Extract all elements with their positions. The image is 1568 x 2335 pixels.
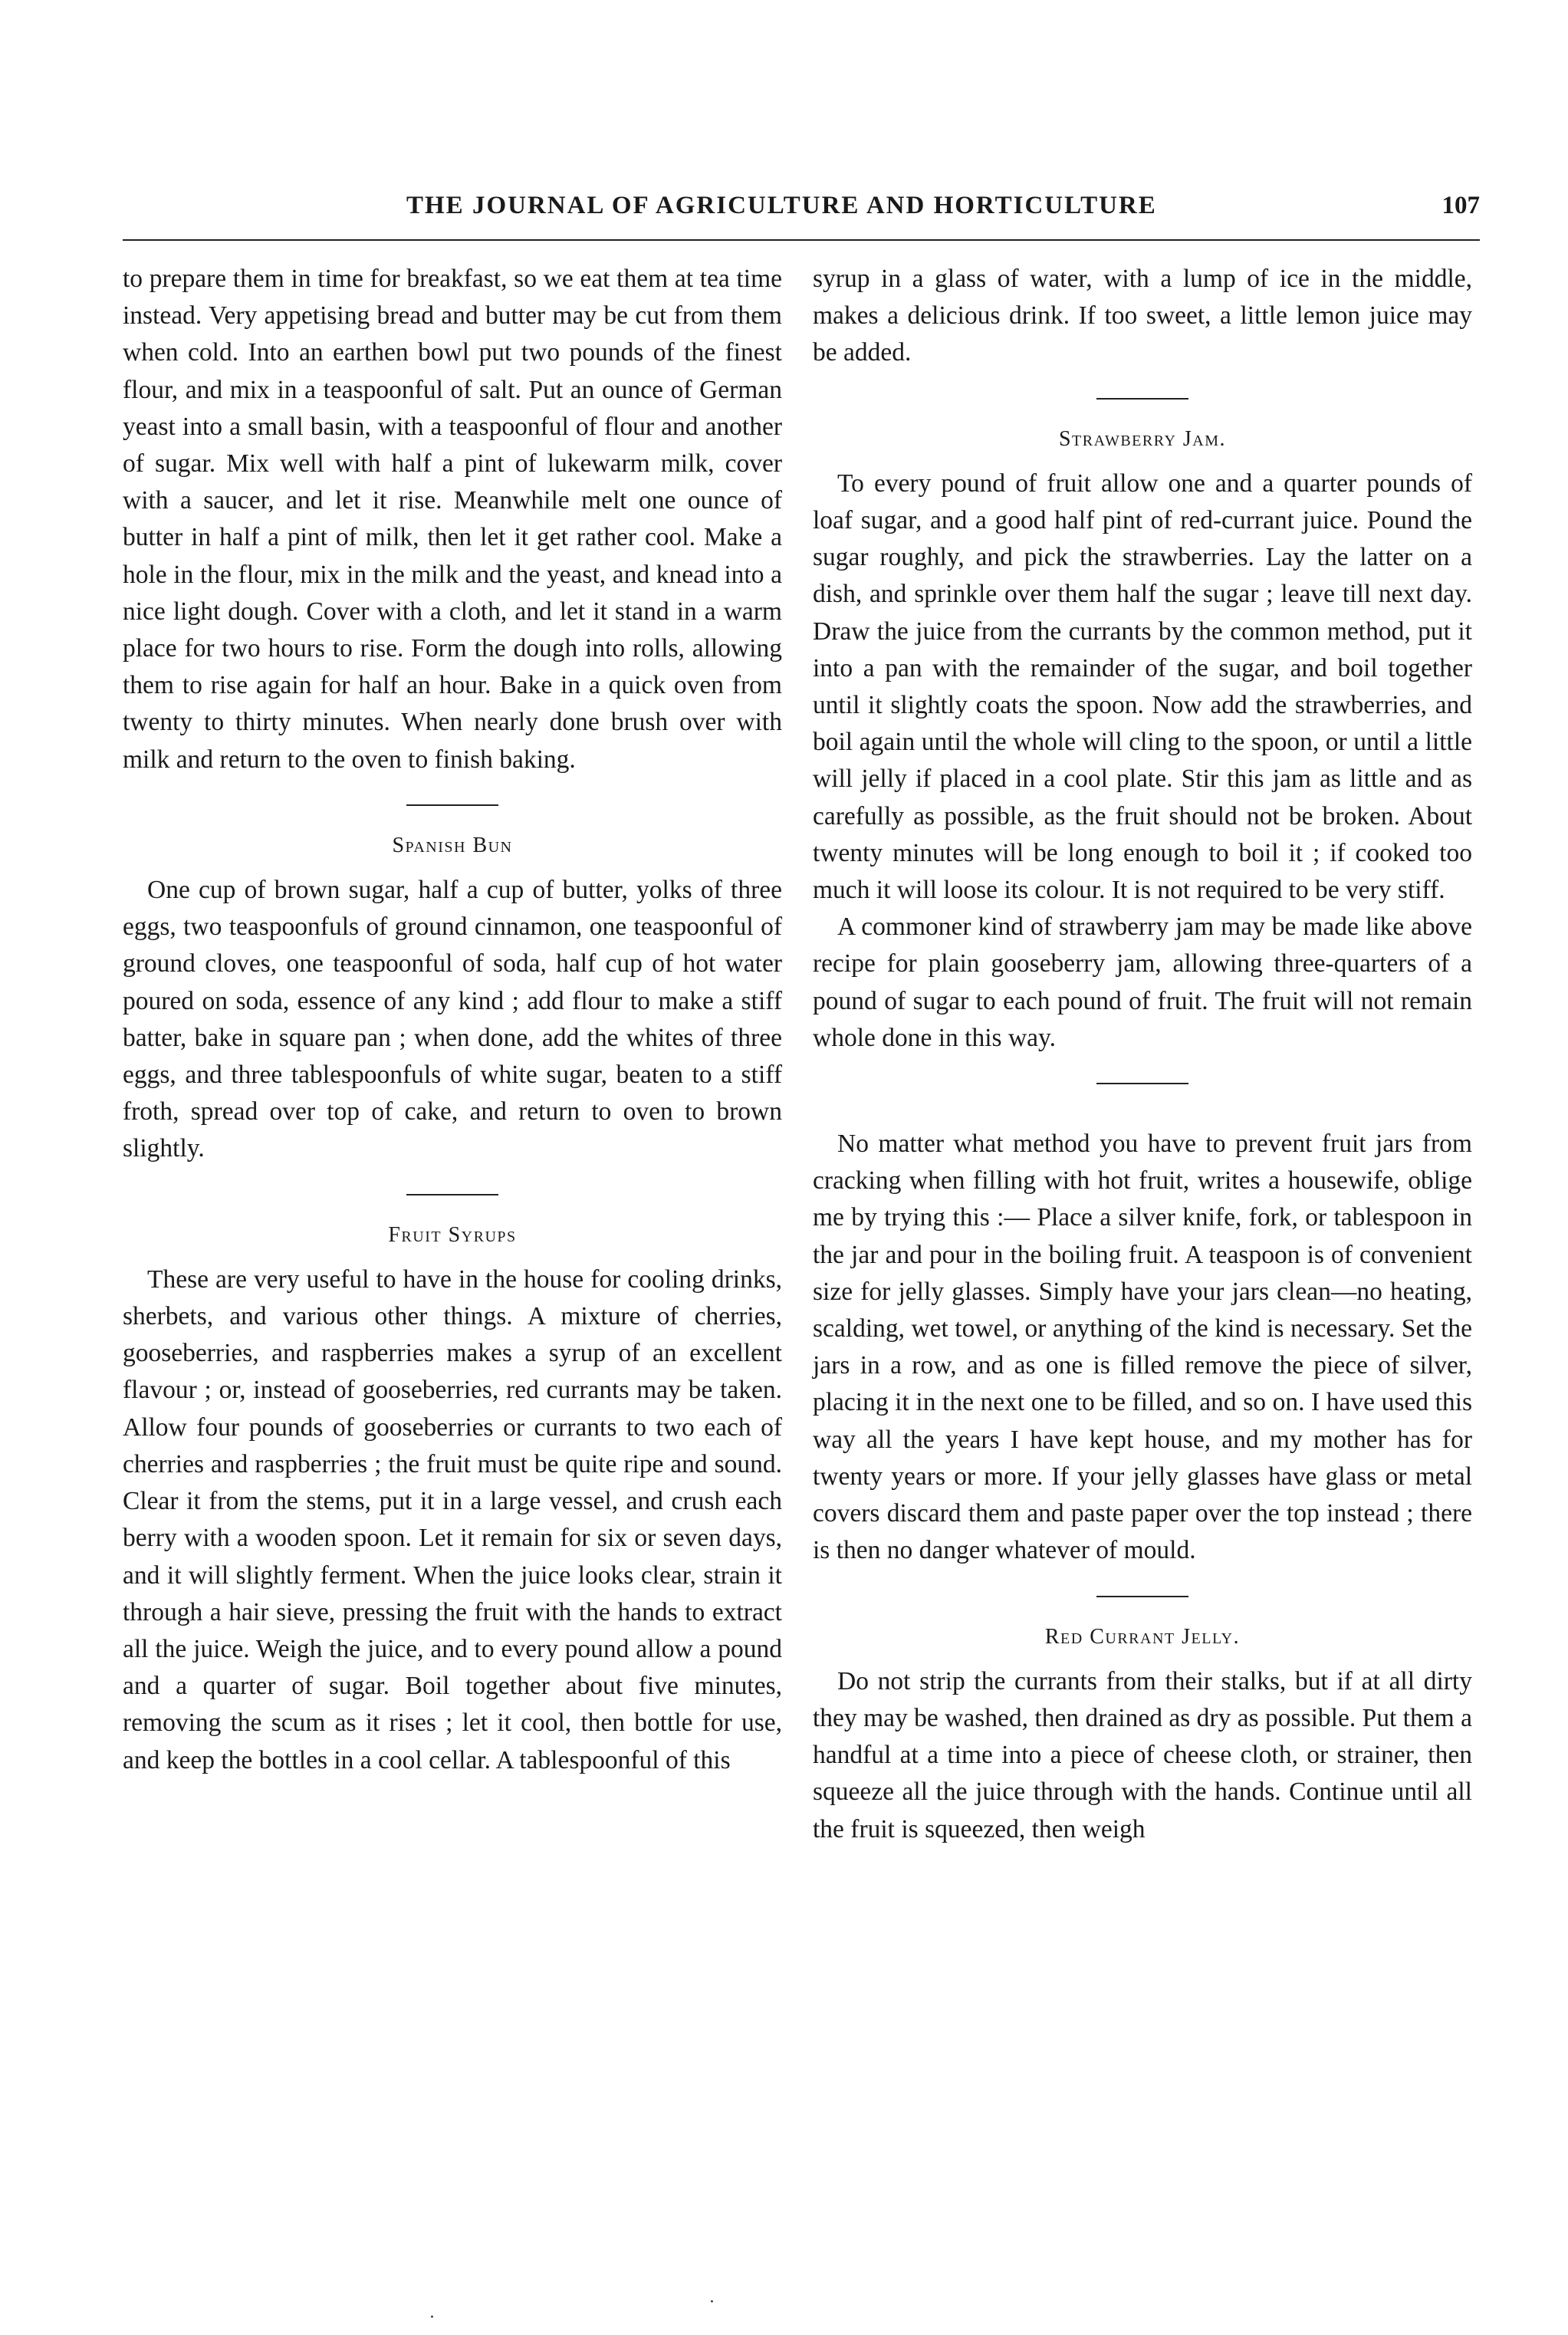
ink-speck: · bbox=[429, 2308, 435, 2327]
ink-speck: · bbox=[709, 2293, 715, 2312]
journal-title: THE JOURNAL OF AGRICULTURE AND HORTICULTURE bbox=[406, 192, 1157, 219]
strawberry-jam-paragraph-2: A commoner kind of strawberry jam may be made like above recipe for plain gooseberry jam, allowing three-quarters of a pound of sugar to each pound of fruit. The fruit will not remain whole done in this way. bbox=[813, 913, 1472, 1052]
section-separator bbox=[406, 804, 498, 806]
red-currant-jelly-paragraph: Do not strip the currants from their stalks, but if at all dirty they may be washed, then drained as dry as possible. Put them a handful at a time into a piece of cheese cloth, or strainer, then squeeze all the juice through with the hands. Continue until all the fruit is squeezed, then weigh bbox=[813, 1666, 1472, 1843]
spanish-bun-heading: Spanish Bun bbox=[392, 833, 513, 857]
strawberry-jam-heading: Strawberry Jam. bbox=[1058, 426, 1227, 451]
section-separator bbox=[1096, 398, 1188, 400]
section-separator bbox=[1096, 1083, 1188, 1084]
page-number: 107 bbox=[1441, 192, 1480, 219]
section-separator bbox=[406, 1194, 498, 1195]
strawberry-jam-paragraph-1: To every pound of fruit allow one and a quarter pounds of loaf sugar, and a good half pint of red-currant juice. Pound the sugar roughly, and pick the strawberries. Lay the latter on a dish, and sprinkle over them half the sugar ; leave till next day. Draw the juice from the currants by the common method, put it into a pan with the remainder of the sugar, and boil together until it slightly coats the spoon. Now add the strawberries, and boil again until the whole will cling to the spoon, or until a little will jelly if placed in a cool plate. Stir this jam as little and as carefully as possible, as the fruit should not be broken. About twenty minutes will be long enough to boil it ; if cooked too much it will loose its colour. It is not required to be very stiff. bbox=[813, 469, 1472, 905]
syrup-continuation-paragraph: syrup in a glass of water, with a lump of ice in the middle, makes a delicious drink. If too sweet, a little lemon juice may be added. bbox=[813, 265, 1472, 367]
fruit-syrups-paragraph: These are very useful to have in the house for cooling drinks, sherbets, and various other things. A mixture of cherries, gooseberries, and raspberries makes a syrup of an excellent flavour ; or, instead of gooseberries, red currants may be taken. Allow four pounds of gooseberries or currants to two each of cherries and raspberries ; the fruit must be quite ripe and sound. Clear it from the stems, put it in a large vessel, and crush each berry with a wooden spoon. Let it remain for six or seven days, and it will slightly ferment. When the juice looks clear, strain it through a hair sieve, pressing the fruit with the hands to extract all the juice. Weigh the juice, and to every pound allow a pound and a quarter of sugar. Boil together about five minutes, removing the scum as it rises ; let it cool, then bottle for use, and keep the bottles in a cool cellar. A tablespoonful of this bbox=[123, 1265, 782, 1774]
spanish-bun-paragraph: One cup of brown sugar, half a cup of butter, yolks of three eggs, two teaspoonfuls of ground cinnamon, one teaspoonful of ground cloves, one teaspoonful of soda, half cup of hot water poured on soda, essence of any kind ; add flour to make a stiff batter, bake in square pan ; when done, add the whites of three eggs, and three tablespoonfuls of white sugar, beaten to a stiff froth, spread over top of cake, and return to oven to brown slightly. bbox=[123, 876, 782, 1163]
running-header bbox=[123, 192, 1480, 230]
spacer bbox=[813, 1106, 1472, 1126]
fruit-jars-paragraph: No matter what method you have to prevent fruit jars from cracking when filling with hot fruit, writes a housewife, oblige me by trying this :— Place a silver knife, fork, or tablespoon in the jar and pour in the boiling fruit. A teaspoon is of convenient size for jelly glasses. Simply have your jars clean—no heating, scalding, wet towel, or anything of the kind is necessary. Set the jars in a row, and as one is filled remove the piece of silver, placing it in the next one to be filled, and so on. I have used this way all the years I have kept house, and my mother has for twenty years or more. If your jelly glasses have glass or metal covers discard them and paste paper over the top instead ; there is then no danger whatever of mould. bbox=[813, 1130, 1472, 1565]
red-currant-jelly-heading: Red Currant Jelly. bbox=[1044, 1624, 1241, 1649]
right-column bbox=[813, 261, 1472, 1848]
fruit-syrups-heading: Fruit Syrups bbox=[388, 1222, 517, 1247]
left-column bbox=[123, 261, 782, 1779]
section-separator bbox=[1096, 1596, 1188, 1597]
header-rule bbox=[123, 239, 1480, 241]
intro-paragraph: to prepare them in time for breakfast, so we eat them at tea time instead. Very appetising bread and butter may be cut from them when cold. Into an earthen bowl put two pounds of the finest flour, and mix in a teaspoonful of salt. Put an ounce of German yeast into a small basin, with a teaspoonful of flour and another of sugar. Mix well with half a pint of lukewarm milk, cover with a saucer, and let it rise. Meanwhile melt one ounce of butter in half a pint of milk, then let it get rather cool. Make a hole in the flour, mix in the milk and the yeast, and knead into a nice light dough. Cover with a cloth, and let it stand in a warm place for two hours to rise. Form the dough into rolls, allowing them to rise again for half an hour. Bake in a quick oven from twenty to thirty minutes. When nearly done brush over with milk and return to the oven to finish baking. bbox=[123, 265, 782, 774]
